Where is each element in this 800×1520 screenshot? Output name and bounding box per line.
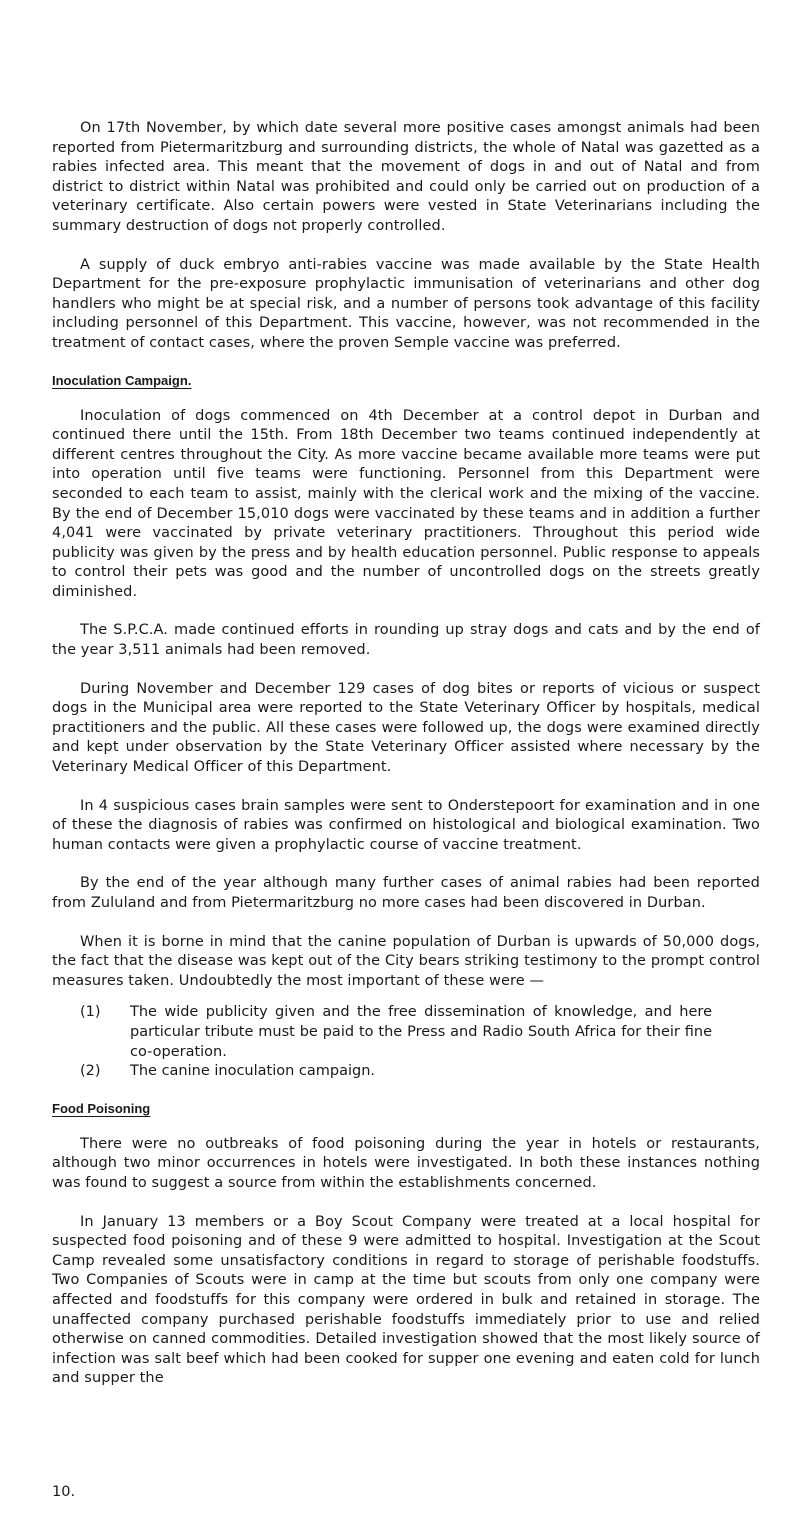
page-body <box>52 119 760 1389</box>
paragraph-canine-population: When it is borne in mind that the canine population of Durban is upwards of 50,000 dogs, the fact that the disease was kept out of the City bears striking testimony to the prompt control measures taken. Undoubtedly the most important of these were — <box>52 933 760 989</box>
list-item-text: The canine inoculation campaign. <box>130 1063 376 1080</box>
paragraph-suspicious-cases: In 4 suspicious cases brain samples were sent to Onderstepoort for examination and in one of these the diagnosis of rabies was confirmed on histological and biological examination. Two human contacts were given a prophylactic course of vaccine treatment. <box>52 797 760 853</box>
heading-inoculation-campaign: Inoculation Campaign. <box>52 372 192 388</box>
list-item <box>52 1062 760 1082</box>
paragraph-boy-scout-company: In January 13 members or a Boy Scout Company were treated at a local hospital for suspected food poisoning and of these 9 were admitted to hospital. Investigation at the Scout Camp revealed some unsatisfactory conditions in regard to storage of perishable foodstuffs. Two Companies of Scouts were in camp at the time but scouts from only one company were affected and foodstuffs for this company were ordered in bulk and retained in storage. The unaffected company purchased perishable foodstuffs immediately prior to use and relied otherwise on canned commodities. Detailed investigation showed that the most likely source of infection was salt beef which had been cooked for supper one evening and eaten cold for lunch and supper the <box>52 1213 760 1387</box>
list-item <box>52 1003 760 1062</box>
paragraph-no-outbreaks: There were no outbreaks of food poisoning during the year in hotels or restaurants, although two minor occurrences in hotels were investigated. In both these instances nothing was found to suggest a source from within the establishments concerned. <box>52 1135 760 1191</box>
list-item-number: (1) <box>80 1004 101 1021</box>
paragraph-duck-embryo-vaccine: A supply of duck embryo anti-rabies vaccine was made available by the State Health Department for the pre-exposure prophylactic immunisation of veterinarians and other dog handlers who might be at special risk, and a number of persons took advantage of this facility including personnel of this Department. This vaccine, however, was not recommended in the treatment of contact cases, where the proven Semple vaccine was preferred. <box>52 256 760 351</box>
paragraph-spca: The S.P.C.A. made continued efforts in rounding up stray dogs and cats and by the end of the year 3,511 animals had been removed. <box>52 622 760 659</box>
page-number: 10. <box>52 1484 76 1500</box>
paragraph-zululand: By the end of the year although many further cases of animal rabies had been reported from Zululand and from Pietermaritzburg no more cases had been discovered in Durban. <box>52 875 760 911</box>
paragraph-inoculation-of-dogs: Inoculation of dogs commenced on 4th December at a control depot in Durban and continued there until the 15th. From 18th December two teams continued independently at different centres throughout the City. As more vaccine became available more teams were put into operation until five teams were functioning. Personnel from this Department were seconded to each team to assist, mainly with the clerical work and the mixing of the vaccine. By the end of December 15,010 dogs were vaccinated by these teams and in addition a further 4,041 were vaccinated by private veterinary practitioners. Throughout this period wide publicity was given by the press and by health education personnel. Public response to appeals to control their pets was good and the number of uncontrolled dogs on the streets greatly diminished. <box>52 407 760 600</box>
list-item-text: The wide publicity given and the free dissemination of knowledge, and here particular tribute must be paid to the Press and Radio South Africa for their fine co-operation. <box>130 1004 712 1060</box>
list-item-number: (2) <box>80 1063 101 1080</box>
paragraph-dog-bites: During November and December 129 cases of dog bites or reports of vicious or suspect dogs in the Municipal area were reported to the State Veterinary Officer by hospitals, medical practitioners and the public. All these cases were followed up, the dogs were examined directly and kept under observation by the State Veterinary Officer assisted where necessary by the Veterinary Medical Officer of this Department. <box>52 680 760 776</box>
control-measures-list <box>52 1003 760 1081</box>
paragraph-rabies-gazetted: On 17th November, by which date several more positive cases amongst animals had been reported from Pietermaritzburg and surrounding districts, the whole of Natal was gazetted as a rabies infected area. This meant that the movement of dogs in and out of Natal and from district to district within Natal was prohibited and could only be carried out on production of a veterinary certificate. Also certain powers were vested in State Veterinarians including the summary destruction of dogs not properly controlled. <box>52 120 760 234</box>
heading-food-poisoning: Food Poisoning <box>52 1100 151 1116</box>
